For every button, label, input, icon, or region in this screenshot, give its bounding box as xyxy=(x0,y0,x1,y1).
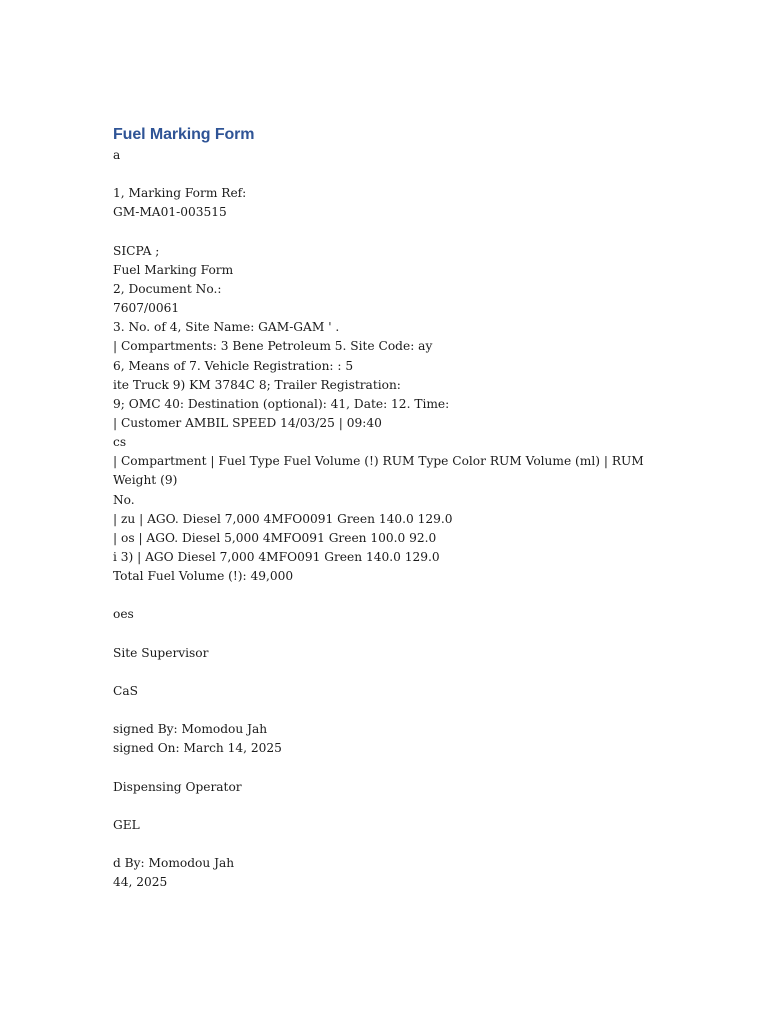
document-line: 6, Means of 7. Vehicle Registration: : 5 xyxy=(113,358,354,373)
document-line: | os | AGO. Diesel 5,000 4MFO091 Green 100.0 92.0 xyxy=(113,530,437,545)
document-line: signed On: March 14, 2025 xyxy=(113,741,282,756)
document-line: Total Fuel Volume (!): 49,000 xyxy=(113,569,294,584)
document-line: Dispensing Operator xyxy=(113,779,242,794)
document-line: | Customer AMBIL SPEED 14/03/25 | 09:40 xyxy=(113,415,382,430)
document-line: ite Truck 9) KM 3784C 8; Trailer Registration: xyxy=(113,377,401,392)
document-line: 7607/0061 xyxy=(113,301,180,316)
document-line: SICPA ; xyxy=(113,243,160,258)
document-line: | Compartment | Fuel Type Fuel Volume (!) RUM Type Color RUM Volume (ml) | RUM xyxy=(113,454,644,469)
blank-line xyxy=(113,835,673,854)
blank-line xyxy=(113,165,673,184)
blank-line xyxy=(113,759,673,778)
document-line: a xyxy=(113,148,121,162)
document-line: Fuel Marking Form xyxy=(113,262,234,277)
document-line: | zu | AGO. Diesel 7,000 4MFO0091 Green 140.0 129.0 xyxy=(113,511,453,526)
document-line: oes xyxy=(113,607,134,622)
document-line: 9; OMC 40: Destination (optional): 41, Date: 12. Time: xyxy=(113,396,450,411)
document-line: 2, Document No.: xyxy=(113,281,222,296)
blank-line xyxy=(113,586,673,605)
document-title: Fuel Marking Form xyxy=(113,126,255,143)
document-line: 44, 2025 xyxy=(113,875,168,890)
blank-line xyxy=(113,625,673,644)
document-line: Site Supervisor xyxy=(113,645,209,660)
document-page xyxy=(113,124,673,892)
blank-line xyxy=(113,223,673,242)
document-line: signed By: Momodou Jah xyxy=(113,722,268,737)
document-line: cs xyxy=(113,435,127,450)
document-line: 3. No. of 4, Site Name: GAM-GAM ' . xyxy=(113,320,340,335)
document-line: 1, Marking Form Ref: xyxy=(113,186,247,201)
blank-line xyxy=(113,797,673,816)
document-line: i 3) | AGO Diesel 7,000 4MFO091 Green 140.0 129.0 xyxy=(113,549,440,564)
document-body xyxy=(113,146,673,892)
document-line: d By: Momodou Jah xyxy=(113,856,235,871)
document-line: GEL xyxy=(113,817,140,832)
document-line: No. xyxy=(113,492,135,507)
blank-line xyxy=(113,663,673,682)
blank-line xyxy=(113,701,673,720)
document-line: | Compartments: 3 Bene Petroleum 5. Site Code: ay xyxy=(113,339,433,354)
document-line: CaS xyxy=(113,683,138,698)
document-line: Weight (9) xyxy=(113,473,178,488)
document-line: GM-MA01-003515 xyxy=(113,205,227,220)
